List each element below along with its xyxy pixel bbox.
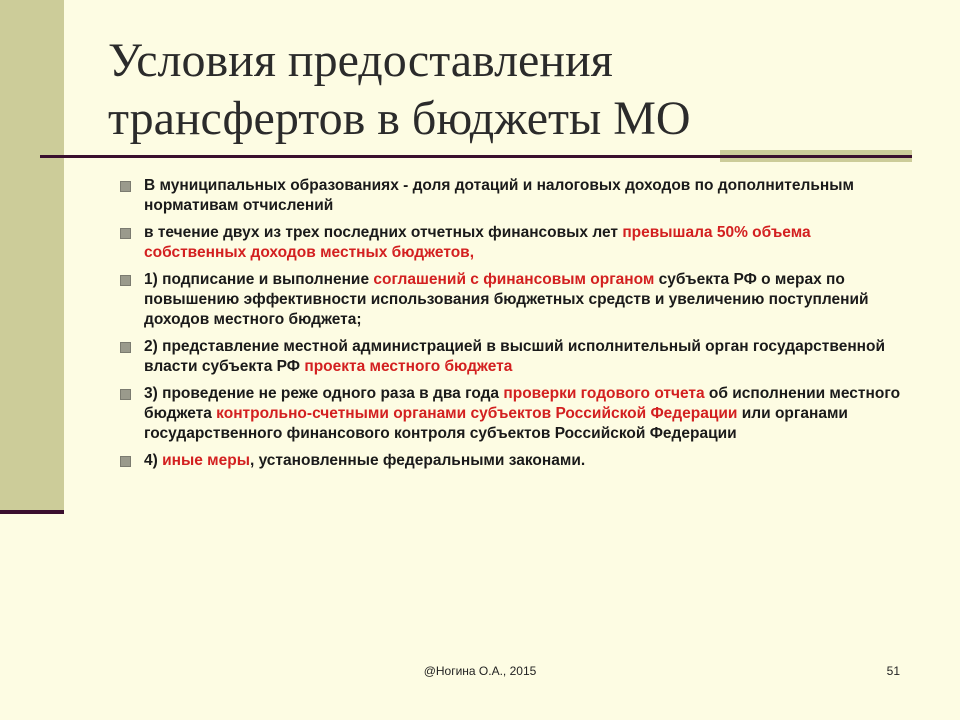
bullet-text: , установленные федеральными законами. bbox=[249, 452, 586, 469]
bullet-text: субъекта РФ о мерах по повышению эффективности использования бюджетных средств и увеличению поступлений доходов местного бюджета; bbox=[144, 271, 869, 328]
square-bullet-icon bbox=[120, 389, 131, 400]
highlighted-text: соглашений с финансовым органом bbox=[373, 271, 655, 288]
bullet-text: 1) подписание и выполнение bbox=[144, 271, 374, 288]
highlighted-text: проверки годового отчета bbox=[503, 385, 705, 402]
bullet-item bbox=[116, 451, 906, 471]
title-line-2: трансфертов в бюджеты МО bbox=[108, 92, 691, 145]
sidebar-rule bbox=[0, 510, 64, 514]
slide-title bbox=[108, 32, 908, 148]
bullet-item bbox=[116, 270, 906, 330]
square-bullet-icon bbox=[120, 275, 131, 286]
bullet-text: 4) bbox=[144, 452, 163, 469]
bullet-text: 3) проведение не реже одного раза в два года bbox=[144, 385, 504, 402]
bullet-item bbox=[116, 223, 906, 263]
highlighted-text: иные меры bbox=[162, 452, 250, 469]
square-bullet-icon bbox=[120, 342, 131, 353]
bullet-item bbox=[116, 176, 906, 216]
bullet-text: или органами государственного финансового контроля субъектов Российской Федерации bbox=[144, 405, 848, 442]
bullet-item bbox=[116, 384, 906, 444]
highlighted-text: проекта местного бюджета bbox=[304, 358, 513, 375]
highlighted-text: превышала 50% объема собственных доходов местных бюджетов, bbox=[144, 224, 811, 261]
bullet-text: 2) представление местной администрацией в высший исполнительный орган государственной власти субъекта РФ bbox=[144, 338, 886, 375]
square-bullet-icon bbox=[120, 228, 131, 239]
square-bullet-icon bbox=[120, 181, 131, 192]
bullet-text: В муниципальных образованиях - доля дотаций и налоговых доходов по дополнительным нормативам отчислений bbox=[144, 177, 854, 214]
bullet-text: в течение двух из трех последних отчетных финансовых лет bbox=[144, 224, 623, 241]
bullet-list bbox=[116, 176, 906, 478]
page-number: 51 bbox=[886, 664, 900, 678]
square-bullet-icon bbox=[120, 456, 131, 467]
title-rule bbox=[40, 155, 912, 158]
title-line-1: Условия предоставления bbox=[108, 34, 613, 87]
bullet-text: об исполнении местного бюджета bbox=[144, 385, 901, 422]
footer-author: @Ногина О.А., 2015 bbox=[423, 664, 537, 678]
decorative-sidebar bbox=[0, 0, 64, 514]
highlighted-text: контрольно-счетными органами субъектов Российской Федерации bbox=[216, 405, 738, 422]
bullet-item bbox=[116, 337, 906, 377]
